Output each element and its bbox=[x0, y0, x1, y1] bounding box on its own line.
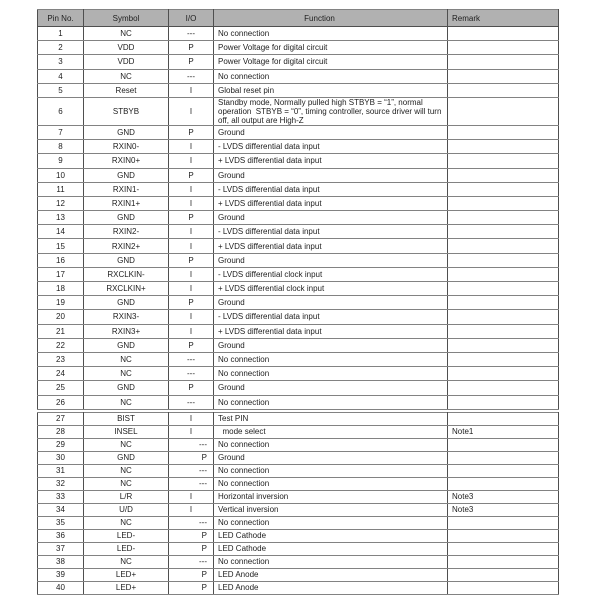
symbol-cell: GND bbox=[84, 253, 169, 267]
table-row bbox=[38, 425, 559, 438]
table-row bbox=[38, 296, 559, 310]
symbol-cell: RXIN1+ bbox=[84, 196, 169, 210]
pin-table-section-1 bbox=[37, 9, 559, 410]
io-cell: P bbox=[169, 451, 214, 464]
table-row bbox=[38, 225, 559, 239]
function-cell: No connection bbox=[214, 352, 448, 366]
table-row bbox=[38, 154, 559, 168]
remark-cell: Note1 bbox=[448, 425, 559, 438]
pin-cell: 10 bbox=[38, 168, 84, 182]
remark-cell bbox=[448, 41, 559, 55]
pin-table-section-2 bbox=[37, 412, 559, 595]
symbol-cell: GND bbox=[84, 211, 169, 225]
remark-cell bbox=[448, 196, 559, 210]
io-cell: I bbox=[169, 182, 214, 196]
pin-cell: 1 bbox=[38, 27, 84, 41]
function-cell: Ground bbox=[214, 168, 448, 182]
function-cell: Standby mode, Normally pulled high STBYB = “1”, normal operation STBYB = “0”, timing controller, source driver will turn off, all output are High-Z bbox=[214, 97, 448, 125]
remark-cell bbox=[448, 182, 559, 196]
pin-cell: 9 bbox=[38, 154, 84, 168]
io-cell: --- bbox=[169, 27, 214, 41]
function-cell: No connection bbox=[214, 555, 448, 568]
pin-cell: 34 bbox=[38, 503, 84, 516]
function-cell: + LVDS differential data input bbox=[214, 196, 448, 210]
io-cell: P bbox=[169, 542, 214, 555]
io-cell: P bbox=[169, 55, 214, 69]
function-cell: Ground bbox=[214, 338, 448, 352]
function-cell: No connection bbox=[214, 477, 448, 490]
remark-cell bbox=[448, 568, 559, 581]
remark-cell bbox=[448, 412, 559, 425]
symbol-cell: RXIN3+ bbox=[84, 324, 169, 338]
symbol-cell: GND bbox=[84, 381, 169, 395]
remark-cell bbox=[448, 69, 559, 83]
table-row bbox=[38, 282, 559, 296]
function-cell: - LVDS differential data input bbox=[214, 225, 448, 239]
pin-cell: 7 bbox=[38, 125, 84, 139]
function-cell: - LVDS differential clock input bbox=[214, 267, 448, 281]
function-cell: Ground bbox=[214, 211, 448, 225]
io-cell: --- bbox=[169, 438, 214, 451]
io-cell: I bbox=[169, 196, 214, 210]
function-cell: LED Cathode bbox=[214, 529, 448, 542]
table-row bbox=[38, 529, 559, 542]
remark-cell bbox=[448, 352, 559, 366]
table-row bbox=[38, 83, 559, 97]
table-row bbox=[38, 267, 559, 281]
table-row bbox=[38, 211, 559, 225]
io-cell: P bbox=[169, 581, 214, 594]
symbol-cell: RXCLKIN+ bbox=[84, 282, 169, 296]
function-cell: No connection bbox=[214, 367, 448, 381]
function-cell: Global reset pin bbox=[214, 83, 448, 97]
io-cell: P bbox=[169, 529, 214, 542]
remark-cell bbox=[448, 451, 559, 464]
function-cell: mode select bbox=[214, 425, 448, 438]
io-cell: I bbox=[169, 267, 214, 281]
function-cell: - LVDS differential data input bbox=[214, 140, 448, 154]
function-cell: + LVDS differential clock input bbox=[214, 282, 448, 296]
table-row bbox=[38, 168, 559, 182]
symbol-cell: NC bbox=[84, 367, 169, 381]
pin-cell: 31 bbox=[38, 464, 84, 477]
function-cell: Ground bbox=[214, 296, 448, 310]
pin-cell: 14 bbox=[38, 225, 84, 239]
remark-cell bbox=[448, 338, 559, 352]
function-cell: + LVDS differential data input bbox=[214, 239, 448, 253]
column-header-remark: Remark bbox=[448, 10, 559, 27]
io-cell: P bbox=[169, 41, 214, 55]
function-cell: Ground bbox=[214, 253, 448, 267]
symbol-cell: RXIN2+ bbox=[84, 239, 169, 253]
symbol-cell: RXIN2- bbox=[84, 225, 169, 239]
function-cell: LED Anode bbox=[214, 568, 448, 581]
table-row bbox=[38, 581, 559, 594]
io-cell: P bbox=[169, 168, 214, 182]
pin-cell: 16 bbox=[38, 253, 84, 267]
pin-cell: 32 bbox=[38, 477, 84, 490]
pin-cell: 5 bbox=[38, 83, 84, 97]
table-row bbox=[38, 338, 559, 352]
pin-cell: 2 bbox=[38, 41, 84, 55]
pin-cell: 28 bbox=[38, 425, 84, 438]
symbol-cell: LED+ bbox=[84, 568, 169, 581]
pin-cell: 17 bbox=[38, 267, 84, 281]
table-row bbox=[38, 381, 559, 395]
function-cell: + LVDS differential data input bbox=[214, 154, 448, 168]
pin-cell: 11 bbox=[38, 182, 84, 196]
io-cell: I bbox=[169, 97, 214, 125]
table-row bbox=[38, 438, 559, 451]
remark-cell bbox=[448, 529, 559, 542]
symbol-cell: NC bbox=[84, 27, 169, 41]
symbol-cell: L/R bbox=[84, 490, 169, 503]
table-row bbox=[38, 97, 559, 125]
io-cell: P bbox=[169, 568, 214, 581]
pin-cell: 33 bbox=[38, 490, 84, 503]
symbol-cell: GND bbox=[84, 451, 169, 464]
function-cell: No connection bbox=[214, 69, 448, 83]
pin-cell: 21 bbox=[38, 324, 84, 338]
table-row bbox=[38, 451, 559, 464]
remark-cell bbox=[448, 83, 559, 97]
remark-cell bbox=[448, 55, 559, 69]
remark-cell bbox=[448, 542, 559, 555]
symbol-cell: RXIN0+ bbox=[84, 154, 169, 168]
pin-cell: 23 bbox=[38, 352, 84, 366]
function-cell: LED Cathode bbox=[214, 542, 448, 555]
symbol-cell: NC bbox=[84, 352, 169, 366]
table-row bbox=[38, 542, 559, 555]
table-row bbox=[38, 464, 559, 477]
symbol-cell: NC bbox=[84, 516, 169, 529]
pin-cell: 29 bbox=[38, 438, 84, 451]
pin-cell: 24 bbox=[38, 367, 84, 381]
function-cell: Power Voltage for digital circuit bbox=[214, 41, 448, 55]
remark-cell bbox=[448, 267, 559, 281]
table-body-1 bbox=[38, 412, 559, 594]
remark-cell bbox=[448, 516, 559, 529]
io-cell: --- bbox=[169, 367, 214, 381]
pin-cell: 3 bbox=[38, 55, 84, 69]
io-cell: I bbox=[169, 412, 214, 425]
table-row bbox=[38, 367, 559, 381]
function-cell: Ground bbox=[214, 125, 448, 139]
pin-cell: 19 bbox=[38, 296, 84, 310]
symbol-cell: RXIN0- bbox=[84, 140, 169, 154]
symbol-cell: NC bbox=[84, 464, 169, 477]
remark-cell bbox=[448, 253, 559, 267]
pin-cell: 22 bbox=[38, 338, 84, 352]
symbol-cell: VDD bbox=[84, 55, 169, 69]
io-cell: P bbox=[169, 381, 214, 395]
pin-cell: 35 bbox=[38, 516, 84, 529]
pin-cell: 6 bbox=[38, 97, 84, 125]
pin-cell: 15 bbox=[38, 239, 84, 253]
io-cell: P bbox=[169, 296, 214, 310]
pin-cell: 37 bbox=[38, 542, 84, 555]
remark-cell bbox=[448, 97, 559, 125]
io-cell: --- bbox=[169, 69, 214, 83]
io-cell: I bbox=[169, 239, 214, 253]
column-header-function: Function bbox=[214, 10, 448, 27]
remark-cell bbox=[448, 125, 559, 139]
remark-cell bbox=[448, 581, 559, 594]
symbol-cell: Reset bbox=[84, 83, 169, 97]
symbol-cell: NC bbox=[84, 555, 169, 568]
io-cell: P bbox=[169, 338, 214, 352]
io-cell: I bbox=[169, 310, 214, 324]
pin-cell: 26 bbox=[38, 395, 84, 409]
pin-cell: 18 bbox=[38, 282, 84, 296]
symbol-cell: U/D bbox=[84, 503, 169, 516]
function-cell: - LVDS differential data input bbox=[214, 310, 448, 324]
remark-cell bbox=[448, 140, 559, 154]
table-row bbox=[38, 503, 559, 516]
table-row bbox=[38, 516, 559, 529]
symbol-cell: NC bbox=[84, 477, 169, 490]
table-row bbox=[38, 27, 559, 41]
io-cell: P bbox=[169, 211, 214, 225]
remark-cell bbox=[448, 211, 559, 225]
remark-cell bbox=[448, 168, 559, 182]
remark-cell bbox=[448, 324, 559, 338]
header-row bbox=[38, 10, 559, 27]
remark-cell bbox=[448, 296, 559, 310]
symbol-cell: RXCLKIN- bbox=[84, 267, 169, 281]
function-cell: Ground bbox=[214, 381, 448, 395]
io-cell: P bbox=[169, 253, 214, 267]
io-cell: --- bbox=[169, 352, 214, 366]
table-row bbox=[38, 555, 559, 568]
pin-cell: 36 bbox=[38, 529, 84, 542]
table-row bbox=[38, 196, 559, 210]
remark-cell bbox=[448, 438, 559, 451]
table-row bbox=[38, 310, 559, 324]
function-cell: Power Voltage for digital circuit bbox=[214, 55, 448, 69]
pin-cell: 12 bbox=[38, 196, 84, 210]
function-cell: Horizontal inversion bbox=[214, 490, 448, 503]
remark-cell bbox=[448, 310, 559, 324]
pin-cell: 20 bbox=[38, 310, 84, 324]
io-cell: --- bbox=[169, 477, 214, 490]
remark-cell bbox=[448, 27, 559, 41]
symbol-cell: NC bbox=[84, 69, 169, 83]
symbol-cell: INSEL bbox=[84, 425, 169, 438]
symbol-cell: BIST bbox=[84, 412, 169, 425]
function-cell: Vertical inversion bbox=[214, 503, 448, 516]
io-cell: I bbox=[169, 282, 214, 296]
remark-cell: Note3 bbox=[448, 490, 559, 503]
remark-cell bbox=[448, 225, 559, 239]
io-cell: I bbox=[169, 83, 214, 97]
pin-cell: 13 bbox=[38, 211, 84, 225]
table-row bbox=[38, 41, 559, 55]
column-header-io: I/O bbox=[169, 10, 214, 27]
remark-cell bbox=[448, 395, 559, 409]
pin-cell: 30 bbox=[38, 451, 84, 464]
function-cell: No connection bbox=[214, 27, 448, 41]
remark-cell bbox=[448, 381, 559, 395]
table-row bbox=[38, 69, 559, 83]
symbol-cell: GND bbox=[84, 125, 169, 139]
symbol-cell: LED- bbox=[84, 542, 169, 555]
table-row bbox=[38, 352, 559, 366]
table-row bbox=[38, 239, 559, 253]
table-row bbox=[38, 568, 559, 581]
remark-cell bbox=[448, 282, 559, 296]
pin-cell: 25 bbox=[38, 381, 84, 395]
io-cell: I bbox=[169, 140, 214, 154]
table-body-0 bbox=[38, 27, 559, 410]
table-row bbox=[38, 490, 559, 503]
function-cell: - LVDS differential data input bbox=[214, 182, 448, 196]
pin-cell: 8 bbox=[38, 140, 84, 154]
function-cell: No connection bbox=[214, 464, 448, 477]
pin-cell: 4 bbox=[38, 69, 84, 83]
symbol-cell: LED- bbox=[84, 529, 169, 542]
table-row bbox=[38, 412, 559, 425]
table-row bbox=[38, 324, 559, 338]
table-row bbox=[38, 140, 559, 154]
table-row bbox=[38, 395, 559, 409]
table-row bbox=[38, 253, 559, 267]
function-cell: + LVDS differential data input bbox=[214, 324, 448, 338]
remark-cell bbox=[448, 477, 559, 490]
io-cell: P bbox=[169, 125, 214, 139]
column-header-symbol: Symbol bbox=[84, 10, 169, 27]
remark-cell bbox=[448, 464, 559, 477]
function-cell: No connection bbox=[214, 395, 448, 409]
remark-cell bbox=[448, 555, 559, 568]
remark-cell: Note3 bbox=[448, 503, 559, 516]
symbol-cell: LED+ bbox=[84, 581, 169, 594]
symbol-cell: GND bbox=[84, 168, 169, 182]
table-row bbox=[38, 55, 559, 69]
remark-cell bbox=[448, 154, 559, 168]
io-cell: I bbox=[169, 425, 214, 438]
pin-cell: 38 bbox=[38, 555, 84, 568]
function-cell: Test PIN bbox=[214, 412, 448, 425]
symbol-cell: GND bbox=[84, 338, 169, 352]
symbol-cell: STBYB bbox=[84, 97, 169, 125]
io-cell: --- bbox=[169, 464, 214, 477]
function-cell: No connection bbox=[214, 516, 448, 529]
io-cell: --- bbox=[169, 555, 214, 568]
function-cell: LED Anode bbox=[214, 581, 448, 594]
pin-cell: 40 bbox=[38, 581, 84, 594]
io-cell: --- bbox=[169, 395, 214, 409]
table-row bbox=[38, 125, 559, 139]
column-header-pin-no: Pin No. bbox=[38, 10, 84, 27]
symbol-cell: NC bbox=[84, 395, 169, 409]
pin-assignment-table bbox=[37, 9, 558, 595]
io-cell: I bbox=[169, 503, 214, 516]
io-cell: I bbox=[169, 225, 214, 239]
function-cell: No connection bbox=[214, 438, 448, 451]
symbol-cell: GND bbox=[84, 296, 169, 310]
io-cell: --- bbox=[169, 516, 214, 529]
symbol-cell: NC bbox=[84, 438, 169, 451]
function-cell: Ground bbox=[214, 451, 448, 464]
symbol-cell: VDD bbox=[84, 41, 169, 55]
io-cell: I bbox=[169, 490, 214, 503]
table-row bbox=[38, 182, 559, 196]
pin-cell: 39 bbox=[38, 568, 84, 581]
remark-cell bbox=[448, 239, 559, 253]
symbol-cell: RXIN1- bbox=[84, 182, 169, 196]
io-cell: I bbox=[169, 324, 214, 338]
io-cell: I bbox=[169, 154, 214, 168]
pin-cell: 27 bbox=[38, 412, 84, 425]
remark-cell bbox=[448, 367, 559, 381]
table-row bbox=[38, 477, 559, 490]
symbol-cell: RXIN3- bbox=[84, 310, 169, 324]
